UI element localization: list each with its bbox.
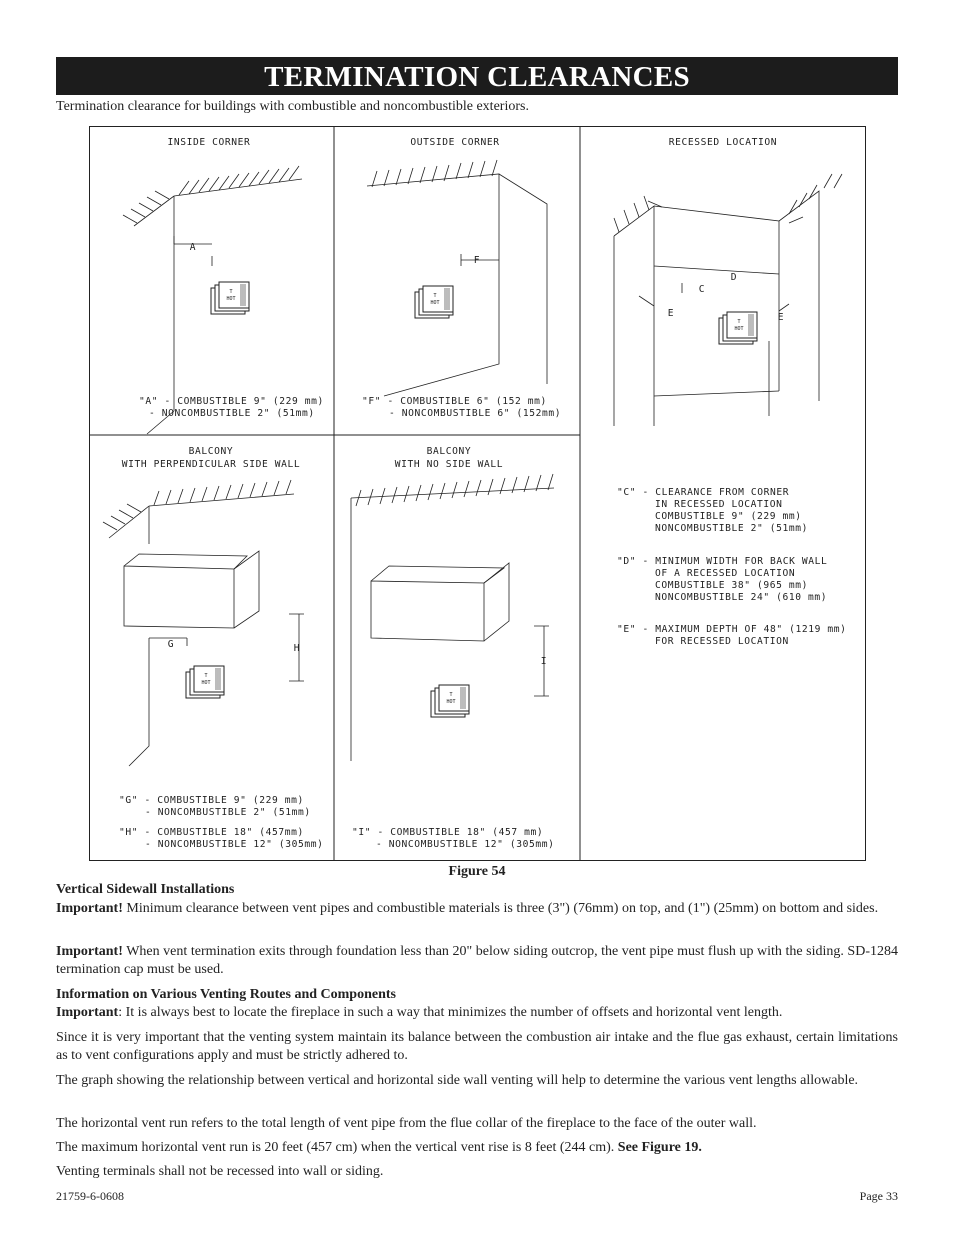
dim-label-a: A xyxy=(189,242,197,253)
terminal-label-hot: HOT xyxy=(430,300,440,306)
panel-outside-corner xyxy=(362,137,561,419)
figure-caption: Figure 54 xyxy=(448,864,506,879)
outside-corner-title: OUTSIDE CORNER xyxy=(410,137,500,148)
important-locate-text: : It is always best to locate the fireplace in such a way that minimizes the number of offsets and horizontal vent length. xyxy=(118,1005,783,1020)
dim-label-h: H xyxy=(293,643,301,654)
note-d-line4: NONCOMBUSTIBLE 24" (610 mm) xyxy=(655,592,828,603)
important-label-3: Important xyxy=(56,1005,119,1020)
panel-balcony-side-wall xyxy=(103,446,324,850)
terminal-label-t: T xyxy=(737,319,741,325)
balcony2-title-2: WITH NO SIDE WALL xyxy=(394,459,504,470)
note-e-line2: FOR RECESSED LOCATION xyxy=(655,636,789,647)
figure-54-diagram xyxy=(89,126,866,861)
dim-label-i: I xyxy=(540,656,548,667)
terminal-label-hot: HOT xyxy=(446,699,456,705)
note-d-line3: COMBUSTIBLE 38" (965 mm) xyxy=(655,580,809,591)
note-i-line1: "I" - COMBUSTIBLE 18" (457 mm) xyxy=(352,827,544,838)
paragraph-important-clearance xyxy=(56,900,898,918)
venting-routes-heading: Information on Various Venting Routes and Components xyxy=(56,987,396,1002)
terminal-label-hot: HOT xyxy=(734,326,744,332)
see-figure-19-link: See Figure 19. xyxy=(617,1140,702,1155)
note-g-line2: - NONCOMBUSTIBLE 2" (51mm) xyxy=(145,807,311,818)
paragraph-horizontal-run: The horizontal vent run refers to the total length of vent pipe from the flue collar of the fireplace to the face of the outer wall. xyxy=(56,1116,757,1131)
dim-label-e-right: E xyxy=(777,312,785,323)
page-number: Page 33 xyxy=(859,1189,898,1203)
note-h-line1: "H" - COMBUSTIBLE 18" (457mm) xyxy=(119,827,304,838)
paragraph-balance: Since it is very important that the venting system maintain its balance between the combustion air intake and the flue gas exhaust, certain limitations as to vent configurations apply and must be strictly adhered to. xyxy=(56,1030,898,1063)
max-run-text: The maximum horizontal vent run is 20 feet (457 cm) when the vertical vent rise is 8 feet (244 cm). xyxy=(56,1140,618,1155)
balcony1-title-2: WITH PERPENDICULAR SIDE WALL xyxy=(121,459,301,470)
important-label-1: Important! xyxy=(56,901,123,916)
inside-corner-title: INSIDE CORNER xyxy=(167,137,251,148)
note-i-line2: - NONCOMBUSTIBLE 12" (305mm) xyxy=(376,839,555,850)
terminal-label-t: T xyxy=(433,293,437,299)
balcony2-title-1: BALCONY xyxy=(426,446,472,457)
balcony1-title-1: BALCONY xyxy=(188,446,234,457)
terminal-label-t: T xyxy=(449,692,453,698)
dim-label-f: F xyxy=(473,255,481,266)
note-c-line1: "C" - CLEARANCE FROM CORNER xyxy=(617,487,790,498)
note-d-line1: "D" - MINIMUM WIDTH FOR BACK WALL xyxy=(617,556,828,567)
dim-label-e-left: E xyxy=(667,308,675,319)
note-e-line1: "E" - MAXIMUM DEPTH OF 48" (1219 mm) xyxy=(617,624,847,635)
note-a-line1: "A" - COMBUSTIBLE 9" (229 mm) xyxy=(139,396,324,407)
panel-balcony-no-side-wall xyxy=(351,446,555,850)
terminal-label-t: T xyxy=(204,673,208,679)
doc-number: 21759-6-0608 xyxy=(56,1189,124,1203)
dim-label-g: G xyxy=(167,639,175,650)
paragraph-terminals: Venting terminals shall not be recessed into wall or siding. xyxy=(56,1164,384,1179)
paragraph-important-foundation xyxy=(56,943,898,978)
paragraph-graph: The graph showing the relationship between vertical and horizontal side wall venting will help to determine the various vent lengths allowable. xyxy=(56,1073,859,1088)
important-foundation-text: When vent termination exits through foundation less than 20" below siding outcrop, the vent pipe must flush up with the siding. SD-1284 termination cap must be used. xyxy=(56,944,898,977)
note-c-line3: COMBUSTIBLE 9" (229 mm) xyxy=(655,511,802,522)
paragraph-important-locate xyxy=(56,1004,898,1022)
paragraph-max-run xyxy=(56,1139,898,1157)
dim-label-d: D xyxy=(730,272,738,283)
panel-inside-corner xyxy=(123,137,324,434)
terminal-label-hot: HOT xyxy=(201,680,211,686)
note-g-line1: "G" - COMBUSTIBLE 9" (229 mm) xyxy=(119,795,304,806)
note-f-line1: "F" - COMBUSTIBLE 6" (152 mm) xyxy=(362,396,547,407)
note-a-line2: - NONCOMBUSTIBLE 2" (51mm) xyxy=(149,408,315,419)
note-c-line2: IN RECESSED LOCATION xyxy=(655,499,783,510)
recessed-title: RECESSED LOCATION xyxy=(668,137,778,148)
terminal-label-hot: HOT xyxy=(226,296,236,302)
intro-text: Termination clearance for buildings with combustible and noncombustible exteriors. xyxy=(56,99,529,114)
terminal-label-t: T xyxy=(229,289,233,295)
dim-label-c: C xyxy=(698,284,706,295)
note-c-line4: NONCOMBUSTIBLE 2" (51mm) xyxy=(655,523,809,534)
panel-recessed-location xyxy=(614,137,847,647)
page-title: TERMINATION CLEARANCES xyxy=(56,57,898,95)
vertical-sidewall-heading: Vertical Sidewall Installations xyxy=(56,882,235,897)
important-label-2: Important! xyxy=(56,944,123,959)
note-f-line2: - NONCOMBUSTIBLE 6" (152mm) xyxy=(389,408,562,419)
note-d-line2: OF A RECESSED LOCATION xyxy=(655,568,796,579)
note-h-line2: - NONCOMBUSTIBLE 12" (305mm) xyxy=(145,839,324,850)
important-clearance-text: Minimum clearance between vent pipes and combustible materials is three (3") (76mm) on top, and (1") (25mm) on bottom and sides. xyxy=(122,901,879,916)
